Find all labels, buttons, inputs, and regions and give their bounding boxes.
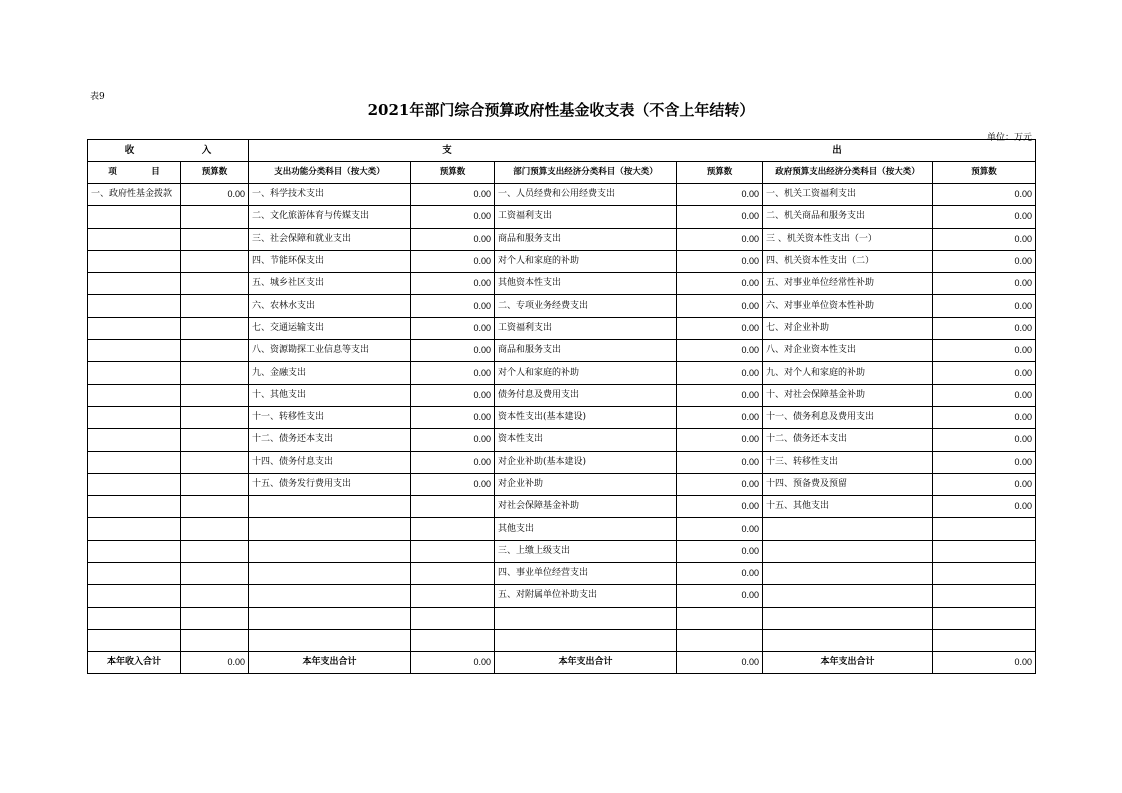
gov-econ-amount: 0.00 [933, 184, 1036, 206]
func-item: 十五、债务发行费用支出 [249, 473, 411, 495]
income-item [88, 518, 181, 540]
dept-econ-item: 债务付息及费用支出 [495, 384, 677, 406]
gov-econ-amount: 0.00 [933, 429, 1036, 451]
dept-econ-item: 商品和服务支出 [495, 340, 677, 362]
gov-econ-amount: 0.00 [933, 496, 1036, 518]
dept-econ-item: 一、人员经费和公用经费支出 [495, 184, 677, 206]
dept-econ-item: 四、事业单位经营支出 [495, 563, 677, 585]
income-amount [181, 317, 249, 339]
dept-econ-amount: 0.00 [677, 518, 763, 540]
func-amount: 0.00 [411, 384, 495, 406]
func-item [249, 540, 411, 562]
dept-econ-item: 其他支出 [495, 518, 677, 540]
gov-econ-amount [933, 629, 1036, 651]
dept-econ-amount: 0.00 [677, 563, 763, 585]
func-amount [411, 607, 495, 629]
func-item: 十四、债务付息支出 [249, 451, 411, 473]
dept-econ-amount: 0.00 [677, 273, 763, 295]
income-amount [181, 340, 249, 362]
gov-econ-item [763, 585, 933, 607]
income-amount [181, 629, 249, 651]
table-row [88, 250, 1036, 272]
gov-econ-item [763, 629, 933, 651]
table-row [88, 340, 1036, 362]
dept-econ-amount: 0.00 [677, 184, 763, 206]
table-row [88, 206, 1036, 228]
func-amount: 0.00 [411, 206, 495, 228]
func-amount: 0.00 [411, 406, 495, 428]
table-row [88, 273, 1036, 295]
func-amount: 0.00 [411, 250, 495, 272]
gov-econ-amount [933, 563, 1036, 585]
income-item [88, 317, 181, 339]
total-income-amount: 0.00 [181, 652, 249, 674]
income-amount [181, 585, 249, 607]
gov-econ-item [763, 540, 933, 562]
func-amount: 0.00 [411, 295, 495, 317]
income-amount [181, 206, 249, 228]
gov-econ-item: 二、机关商品和服务支出 [763, 206, 933, 228]
income-item [88, 273, 181, 295]
func-amount: 0.00 [411, 184, 495, 206]
dept-econ-amount: 0.00 [677, 340, 763, 362]
income-amount [181, 362, 249, 384]
table-row [88, 496, 1036, 518]
income-item [88, 228, 181, 250]
income-item [88, 629, 181, 651]
table-row [88, 473, 1036, 495]
table-row [88, 451, 1036, 473]
col-header-dept-econ: 部门预算支出经济分类科目（按大类） [495, 162, 677, 184]
dept-econ-amount: 0.00 [677, 496, 763, 518]
func-item: 十二、债务还本支出 [249, 429, 411, 451]
dept-econ-amount [677, 607, 763, 629]
dept-econ-item: 对个人和家庭的补助 [495, 250, 677, 272]
dept-econ-item [495, 607, 677, 629]
income-item: 一、政府性基金拨款 [88, 184, 181, 206]
dept-econ-amount: 0.00 [677, 473, 763, 495]
gov-econ-item [763, 563, 933, 585]
func-amount: 0.00 [411, 228, 495, 250]
gov-econ-item: 三 、机关资本性支出（一） [763, 228, 933, 250]
gov-econ-item: 十、对社会保障基金补助 [763, 384, 933, 406]
income-item [88, 406, 181, 428]
col-header-budget-gov: 预算数 [933, 162, 1036, 184]
income-amount [181, 496, 249, 518]
dept-econ-amount: 0.00 [677, 384, 763, 406]
dept-econ-item: 对企业补助 [495, 473, 677, 495]
func-item: 十一、转移性支出 [249, 406, 411, 428]
income-amount [181, 228, 249, 250]
gov-econ-amount: 0.00 [933, 250, 1036, 272]
func-amount [411, 629, 495, 651]
func-amount: 0.00 [411, 451, 495, 473]
gov-econ-amount: 0.00 [933, 384, 1036, 406]
table-row [88, 317, 1036, 339]
func-amount: 0.00 [411, 362, 495, 384]
func-item: 六、农林水支出 [249, 295, 411, 317]
func-amount [411, 496, 495, 518]
total-func-label: 本年支出合计 [249, 652, 411, 674]
total-income-label: 本年收入合计 [88, 652, 181, 674]
func-item: 五、城乡社区支出 [249, 273, 411, 295]
table-row [88, 540, 1036, 562]
func-item: 三、社会保障和就业支出 [249, 228, 411, 250]
expense-header: 支 出 [249, 140, 1036, 162]
gov-econ-item [763, 518, 933, 540]
dept-econ-item: 工资福利支出 [495, 206, 677, 228]
income-amount: 0.00 [181, 184, 249, 206]
income-amount [181, 473, 249, 495]
table-row [88, 228, 1036, 250]
dept-econ-item [495, 629, 677, 651]
dept-econ-amount: 0.00 [677, 451, 763, 473]
gov-econ-amount: 0.00 [933, 473, 1036, 495]
gov-econ-amount: 0.00 [933, 362, 1036, 384]
func-amount: 0.00 [411, 473, 495, 495]
income-item [88, 451, 181, 473]
func-item [249, 607, 411, 629]
func-item: 二、文化旅游体育与传媒支出 [249, 206, 411, 228]
income-amount [181, 406, 249, 428]
income-item [88, 340, 181, 362]
gov-econ-amount: 0.00 [933, 295, 1036, 317]
gov-econ-amount: 0.00 [933, 273, 1036, 295]
gov-econ-amount: 0.00 [933, 317, 1036, 339]
dept-econ-item: 对社会保障基金补助 [495, 496, 677, 518]
dept-econ-item: 商品和服务支出 [495, 228, 677, 250]
dept-econ-amount: 0.00 [677, 540, 763, 562]
total-gov-amount: 0.00 [933, 652, 1036, 674]
income-item [88, 295, 181, 317]
income-item [88, 496, 181, 518]
income-amount [181, 451, 249, 473]
dept-econ-amount: 0.00 [677, 317, 763, 339]
dept-econ-amount: 0.00 [677, 295, 763, 317]
col-header-item: 项 目 [88, 162, 181, 184]
budget-table [87, 139, 1036, 674]
gov-econ-item: 四、机关资本性支出（二） [763, 250, 933, 272]
header-row-columns [88, 162, 1036, 184]
unit-label: 单位：万元 [986, 133, 1032, 143]
dept-econ-item: 三、上缴上级支出 [495, 540, 677, 562]
table-row [88, 295, 1036, 317]
gov-econ-amount: 0.00 [933, 340, 1036, 362]
func-item: 八、资源勘探工业信息等支出 [249, 340, 411, 362]
income-item [88, 540, 181, 562]
income-item [88, 473, 181, 495]
col-header-func: 支出功能分类科目（按大类） [249, 162, 411, 184]
dept-econ-amount [677, 629, 763, 651]
income-item [88, 607, 181, 629]
total-dept-label: 本年支出合计 [495, 652, 677, 674]
dept-econ-amount: 0.00 [677, 362, 763, 384]
table-row [88, 362, 1036, 384]
dept-econ-amount: 0.00 [677, 585, 763, 607]
col-header-budget-dept: 预算数 [677, 162, 763, 184]
sheet-label: 表9 [90, 92, 105, 102]
gov-econ-amount [933, 607, 1036, 629]
income-amount [181, 563, 249, 585]
gov-econ-item: 十三、转移性支出 [763, 451, 933, 473]
income-item [88, 384, 181, 406]
income-amount [181, 250, 249, 272]
func-item: 七、交通运输支出 [249, 317, 411, 339]
gov-econ-amount: 0.00 [933, 451, 1036, 473]
func-amount: 0.00 [411, 429, 495, 451]
income-amount [181, 518, 249, 540]
func-item: 九、金融支出 [249, 362, 411, 384]
dept-econ-amount: 0.00 [677, 228, 763, 250]
header-row-top [88, 140, 1036, 162]
income-amount [181, 429, 249, 451]
gov-econ-item: 八、对企业资本性支出 [763, 340, 933, 362]
dept-econ-item: 资本性支出(基本建设) [495, 406, 677, 428]
total-func-amount: 0.00 [411, 652, 495, 674]
table-row [88, 629, 1036, 651]
gov-econ-item: 五、对事业单位经常性补助 [763, 273, 933, 295]
gov-econ-item: 九、对个人和家庭的补助 [763, 362, 933, 384]
dept-econ-item: 五、对附属单位补助支出 [495, 585, 677, 607]
income-item [88, 563, 181, 585]
func-item: 十、其他支出 [249, 384, 411, 406]
col-header-budget-func: 预算数 [411, 162, 495, 184]
dept-econ-item: 其他资本性支出 [495, 273, 677, 295]
income-item [88, 429, 181, 451]
func-amount [411, 540, 495, 562]
gov-econ-amount: 0.00 [933, 228, 1036, 250]
table-row [88, 384, 1036, 406]
func-amount [411, 563, 495, 585]
total-gov-label: 本年支出合计 [763, 652, 933, 674]
col-header-gov-econ: 政府预算支出经济分类科目（按大类） [763, 162, 933, 184]
income-header: 收 入 [88, 140, 249, 162]
table-body [88, 140, 1036, 674]
dept-econ-item: 对个人和家庭的补助 [495, 362, 677, 384]
income-amount [181, 540, 249, 562]
func-amount: 0.00 [411, 317, 495, 339]
gov-econ-amount [933, 518, 1036, 540]
income-amount [181, 273, 249, 295]
gov-econ-item [763, 607, 933, 629]
func-item [249, 563, 411, 585]
dept-econ-amount: 0.00 [677, 206, 763, 228]
table-row [88, 518, 1036, 540]
gov-econ-item: 七、对企业补助 [763, 317, 933, 339]
income-item [88, 362, 181, 384]
func-item [249, 585, 411, 607]
income-item [88, 250, 181, 272]
dept-econ-item: 对企业补助(基本建设) [495, 451, 677, 473]
gov-econ-item: 十二、债务还本支出 [763, 429, 933, 451]
dept-econ-amount: 0.00 [677, 406, 763, 428]
gov-econ-item: 十五、其他支出 [763, 496, 933, 518]
gov-econ-item: 六、对事业单位资本性补助 [763, 295, 933, 317]
table-row [88, 585, 1036, 607]
gov-econ-item: 十一、债务利息及费用支出 [763, 406, 933, 428]
dept-econ-item: 资本性支出 [495, 429, 677, 451]
gov-econ-amount: 0.00 [933, 206, 1036, 228]
func-item: 一、科学技术支出 [249, 184, 411, 206]
table-row [88, 563, 1036, 585]
dept-econ-amount: 0.00 [677, 429, 763, 451]
page-title: 2021年部门综合预算政府性基金收支表（不含上年结转） [367, 101, 755, 119]
table-row [88, 406, 1036, 428]
income-amount [181, 607, 249, 629]
gov-econ-item: 一、机关工资福利支出 [763, 184, 933, 206]
table-row [88, 184, 1036, 206]
gov-econ-amount [933, 540, 1036, 562]
func-amount: 0.00 [411, 273, 495, 295]
func-item [249, 496, 411, 518]
gov-econ-item: 十四、预备费及预留 [763, 473, 933, 495]
gov-econ-amount: 0.00 [933, 406, 1036, 428]
dept-econ-amount: 0.00 [677, 250, 763, 272]
func-item: 四、节能环保支出 [249, 250, 411, 272]
func-amount: 0.00 [411, 340, 495, 362]
func-amount [411, 518, 495, 540]
total-row [88, 652, 1036, 674]
dept-econ-item: 工资福利支出 [495, 317, 677, 339]
col-header-budget-income: 预算数 [181, 162, 249, 184]
gov-econ-amount [933, 585, 1036, 607]
income-amount [181, 384, 249, 406]
table-row [88, 607, 1036, 629]
func-item [249, 518, 411, 540]
dept-econ-item: 二、专项业务经费支出 [495, 295, 677, 317]
table-row [88, 429, 1036, 451]
func-amount [411, 585, 495, 607]
func-item [249, 629, 411, 651]
income-item [88, 585, 181, 607]
total-dept-amount: 0.00 [677, 652, 763, 674]
income-item [88, 206, 181, 228]
income-amount [181, 295, 249, 317]
